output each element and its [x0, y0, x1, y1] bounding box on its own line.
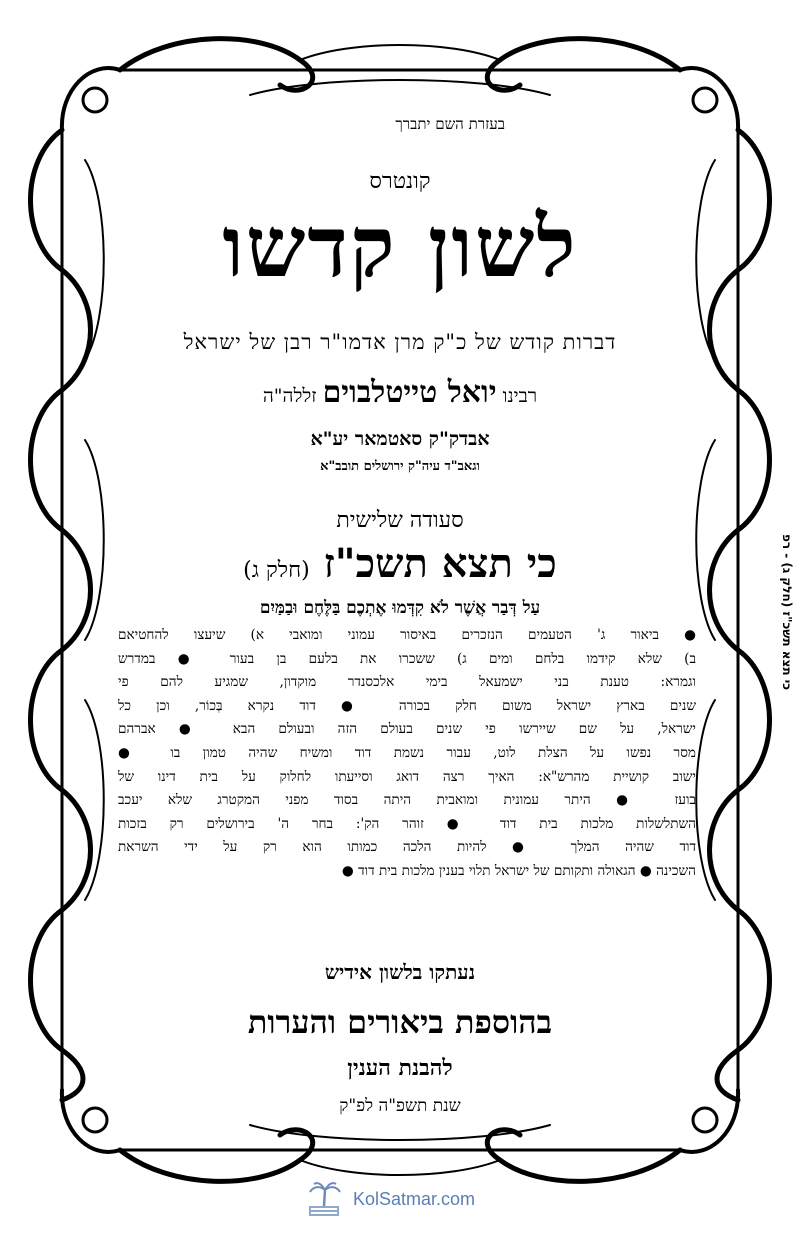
- summary-line: בועז ● היתר עמונית ומואבית היתה בסוד מפני המקטרג שלא יעכב: [118, 792, 696, 809]
- summary-line: וגמרא: טענת בני ישמעאל בימי אלכסנדר מוקדון, שמגיע להם פי: [118, 674, 696, 691]
- summary-line: ישוב קושיית מהרש"א: האיך רצה דואג וסייעתו לחלוק על בית דינו של: [118, 768, 696, 785]
- author-subtitle: וגאב"ד עיה"ק ירושלים תובב"א: [320, 459, 480, 474]
- understanding-subheading: להבנת הענין: [347, 1055, 453, 1081]
- blessing-line: בעזרת השם יתברך: [395, 115, 505, 133]
- author-prefix: רבינו: [502, 385, 538, 407]
- summary-line: דוד שהיה המלך ● להיות הלכה כמותו הוא רק על ידי השראת: [118, 839, 696, 856]
- author-name-line: [0, 375, 800, 410]
- author-name: יואל טייטלבוים: [322, 375, 497, 410]
- author-title: אבדק"ק סאטמאר יע"א: [310, 428, 490, 450]
- summary-line: ישראל, על שם שיירשו פי שנים בעולם הזה ובעולם הבא ● אברהם: [118, 721, 696, 738]
- additions-heading: בהוספת ביאורים והערות: [247, 1003, 553, 1041]
- summary-body: [118, 624, 696, 884]
- summary-line: ● ביאור ג' הטעמים הנזכרים באיסור עמוני ומואבי א) שיעצו להחטיאם: [118, 627, 696, 643]
- kuntres-label: קונטרס: [369, 169, 431, 194]
- parsha-heading: [0, 540, 800, 587]
- occasion-label: סעודה שלישית: [336, 508, 464, 533]
- year-line: שנת תשפ"ה לפ"ק: [339, 1096, 461, 1116]
- author-suffix: זללה"ה: [262, 385, 317, 407]
- author-intro: דברות קודש של כ"ק מרן אדמו"ר רבן של ישראל: [183, 330, 617, 354]
- summary-line: השתלשלות מלכות בית דוד ● זוהר הק': בחר ה' בירושלים רק בזכות: [118, 815, 696, 832]
- page-title: לשון קדשו: [222, 197, 578, 296]
- summary-line: מסר נפשו על הצלת לוט, עבור נשמת דוד ומשיח שהיה טמון בו ●: [118, 744, 696, 761]
- summary-line: השכינה ● הגאולה ותקותם של ישראל תלוי בענין מלכות בית דוד ●: [341, 862, 696, 879]
- verse-line: עַל דְּבַר אֲשֶׁר לֹא קִדְּמוּ אֶתְכֶם בַּלֶּחֶם וּבַמַּיִם: [259, 598, 541, 618]
- parsha-part: (חלק ג): [243, 558, 310, 583]
- side-label: [772, 532, 800, 692]
- palm-tree-icon: [305, 1180, 345, 1220]
- site-logo[interactable]: [305, 1180, 505, 1220]
- logo-text: KolSatmar.com: [353, 1189, 476, 1209]
- parsha-name: כי תצא תשכ"ז: [323, 540, 557, 587]
- summary-line: שנים בארץ ישראל משום חלק בכורה ● דוד נקרא בְּכוֹר, וכן כל: [118, 697, 696, 714]
- side-label-text: כי תצא תשכ"ז (חלק ג) - רפ: [780, 533, 794, 691]
- summary-line: ב) שלא קידמו בלחם ומים ג) ששכרו את בלעם בן בעור ● במדרש: [118, 650, 696, 667]
- translation-note: נעתקו בלשון אידיש: [324, 960, 476, 984]
